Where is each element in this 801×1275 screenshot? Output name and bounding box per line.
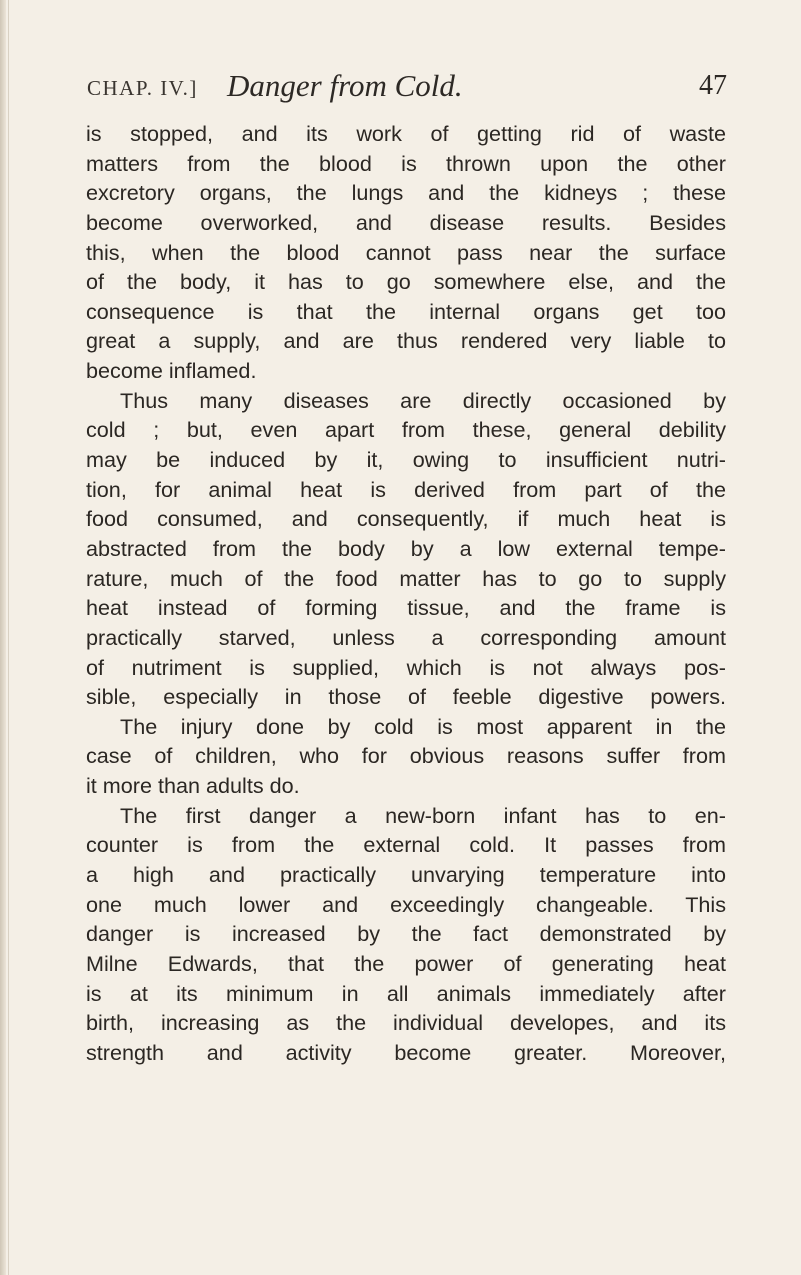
text-line: this, when the blood cannot pass near the surface [86,239,726,265]
text-line: of nutriment is supplied, which is not always pos- [86,654,726,680]
text-line: heat instead of forming tissue, and the frame is [86,595,726,621]
text-line: become overworked, and disease results. Besides [86,209,726,235]
text-line: strength and activity become greater. Moreover, [86,1039,726,1065]
text-line: consequence is that the internal organs get too [86,298,726,324]
page-number: 47 [699,70,727,101]
text-line: tion, for animal heat is derived from part of the [86,476,726,502]
text-line: become inflamed. [86,358,257,384]
text-line: great a supply, and are thus rendered very liable to [86,328,726,354]
running-header [87,68,727,102]
text-line: a high and practically unvarying temperature into [86,862,726,888]
text-line: Milne Edwards, that the power of generating heat [86,950,726,976]
text-line: may be induced by it, owing to insufficient nutri- [86,447,726,473]
text-line: sible, especially in those of feeble digestive powers. [86,684,726,710]
text-line: practically starved, unless a corresponding amount [86,624,726,650]
text-line: Thus many diseases are directly occasioned by [120,387,726,413]
page-edge-line [8,0,9,1275]
text-line: cold ; but, even apart from these, general debility [86,417,726,443]
chapter-label: CHAP. IV.] [87,76,198,100]
text-line: The first danger a new-born infant has to en- [120,802,726,828]
text-line: is stopped, and its work of getting rid of waste [86,121,726,146]
text-line: it more than adults do. [86,773,300,799]
text-line: danger is increased by the fact demonstrated by [86,921,726,947]
text-line: case of children, who for obvious reasons suffer from [86,743,726,769]
text-line: one much lower and exceedingly changeable. This [86,891,726,917]
text-line: counter is from the external cold. It passes from [86,832,726,858]
text-line: of the body, it has to go somewhere else, and the [86,269,726,295]
text-line: rature, much of the food matter has to go to supply [86,565,726,591]
text-line: is at its minimum in all animals immediately after [86,980,726,1006]
page-edge [0,0,6,1275]
text-line: The injury done by cold is most apparent in the [120,713,726,739]
text-line: birth, increasing as the individual developes, and its [86,1010,726,1036]
text-line: abstracted from the body by a low external tempe- [86,535,726,561]
text-line: food consumed, and consequently, if much heat is [86,506,726,532]
running-title: Danger from Cold. [227,68,463,103]
body-text [86,119,726,1068]
text-line: matters from the blood is thrown upon the other [86,150,726,176]
text-line: excretory organs, the lungs and the kidneys ; these [86,180,726,206]
